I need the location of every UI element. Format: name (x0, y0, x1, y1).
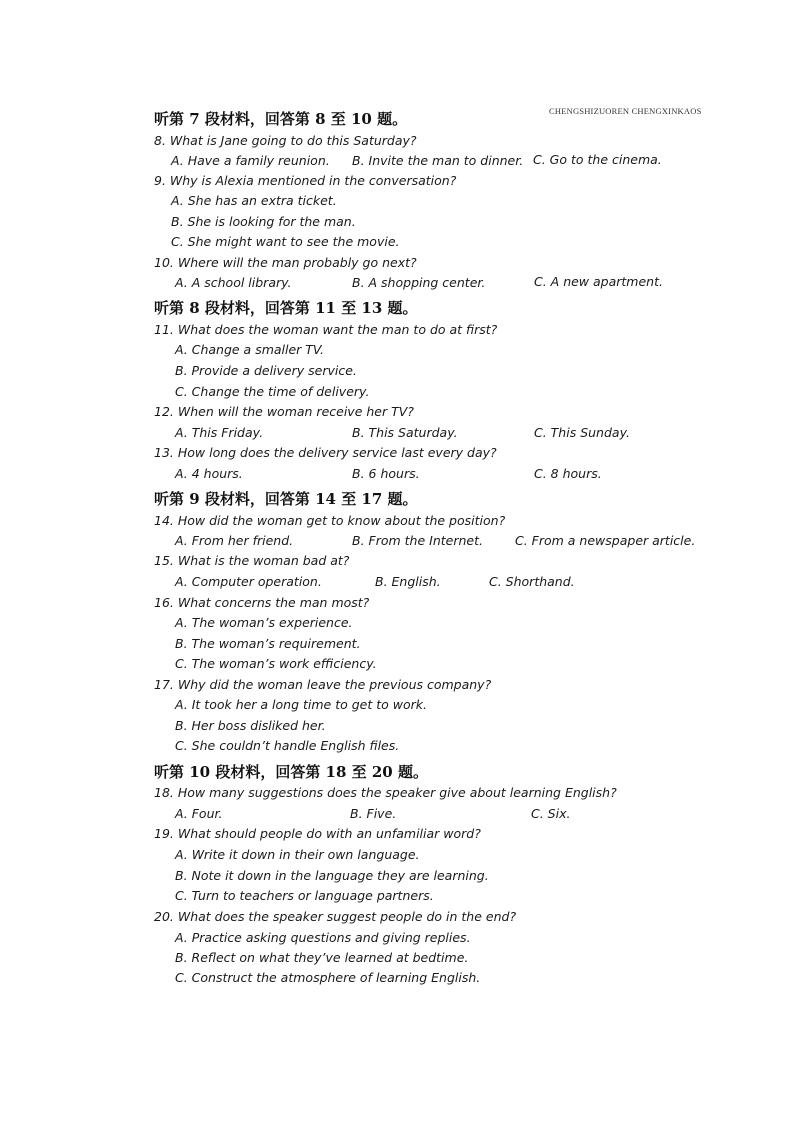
option-17a: A. It took her a long time to get to work. (175, 697, 427, 712)
option-10a: A. A school library. (175, 275, 292, 290)
option-16a: A. The woman’s experience. (175, 615, 353, 630)
option-19b: B. Note it down in the language they are learning. (175, 868, 489, 883)
question-13: 13. How long does the delivery service last every day? (154, 445, 497, 460)
option-20a: A. Practice asking questions and giving replies. (175, 930, 471, 945)
option-12a: A. This Friday. (175, 425, 264, 440)
option-18c: C. Six. (531, 806, 571, 821)
question-14: 14. How did the woman get to know about the position? (154, 513, 506, 528)
question-16: 16. What concerns the man most? (154, 595, 370, 610)
header-mark: CHENGSHIZUOREN CHENGXINKAOS (549, 106, 702, 116)
question-8: 8. What is Jane going to do this Saturday? (154, 133, 417, 148)
option-13c: C. 8 hours. (534, 466, 602, 481)
question-19: 19. What should people do with an unfamiliar word? (154, 826, 481, 841)
section-heading: 听第 7 段材料，回答第 8 至 10 题。 (154, 110, 408, 128)
question-11: 11. What does the woman want the man to do at first? (154, 322, 498, 337)
option-15c: C. Shorthand. (489, 574, 575, 589)
question-20: 20. What does the speaker suggest people do in the end? (154, 909, 517, 924)
option-8a: A. Have a family reunion. (171, 153, 330, 168)
option-18b: B. Five. (350, 806, 397, 821)
question-10: 10. Where will the man probably go next? (154, 255, 417, 270)
option-16b: B. The woman’s requirement. (175, 636, 361, 651)
option-17c: C. She couldn’t handle English files. (175, 738, 400, 753)
section-heading: 听第 8 段材料，回答第 11 至 13 题。 (154, 299, 418, 317)
option-11a: A. Change a smaller TV. (175, 342, 325, 357)
option-11b: B. Provide a delivery service. (175, 363, 357, 378)
option-8b: B. Invite the man to dinner. (352, 153, 524, 168)
option-18a: A. Four. (175, 806, 223, 821)
option-14a: A. From her friend. (175, 533, 294, 548)
option-9b: B. She is looking for the man. (171, 214, 356, 229)
question-18: 18. How many suggestions does the speaker give about learning English? (154, 785, 617, 800)
question-17: 17. Why did the woman leave the previous company? (154, 677, 492, 692)
option-11c: C. Change the time of delivery. (175, 384, 370, 399)
option-20c: C. Construct the atmosphere of learning English. (175, 970, 481, 985)
option-14c: C. From a newspaper article. (515, 533, 696, 548)
option-15a: A. Computer operation. (175, 574, 322, 589)
option-13b: B. 6 hours. (352, 466, 420, 481)
option-10b: B. A shopping center. (352, 275, 486, 290)
question-9: 9. Why is Alexia mentioned in the conversation? (154, 173, 457, 188)
option-12b: B. This Saturday. (352, 425, 458, 440)
option-15b: B. English. (375, 574, 441, 589)
option-9c: C. She might want to see the movie. (171, 234, 400, 249)
section-heading: 听第 9 段材料，回答第 14 至 17 题。 (154, 490, 418, 508)
option-14b: B. From the Internet. (352, 533, 483, 548)
option-17b: B. Her boss disliked her. (175, 718, 326, 733)
question-15: 15. What is the woman bad at? (154, 553, 350, 568)
option-13a: A. 4 hours. (175, 466, 243, 481)
option-19a: A. Write it down in their own language. (175, 847, 420, 862)
option-12c: C. This Sunday. (534, 425, 630, 440)
question-12: 12. When will the woman receive her TV? (154, 404, 414, 419)
option-10c: C. A new apartment. (534, 274, 663, 289)
option-16c: C. The woman’s work efficiency. (175, 656, 377, 671)
option-8c: C. Go to the cinema. (533, 152, 662, 167)
section-heading: 听第 10 段材料，回答第 18 至 20 题。 (154, 763, 428, 781)
option-9a: A. She has an extra ticket. (171, 193, 337, 208)
option-20b: B. Reflect on what they’ve learned at bedtime. (175, 950, 469, 965)
option-19c: C. Turn to teachers or language partners. (175, 888, 434, 903)
